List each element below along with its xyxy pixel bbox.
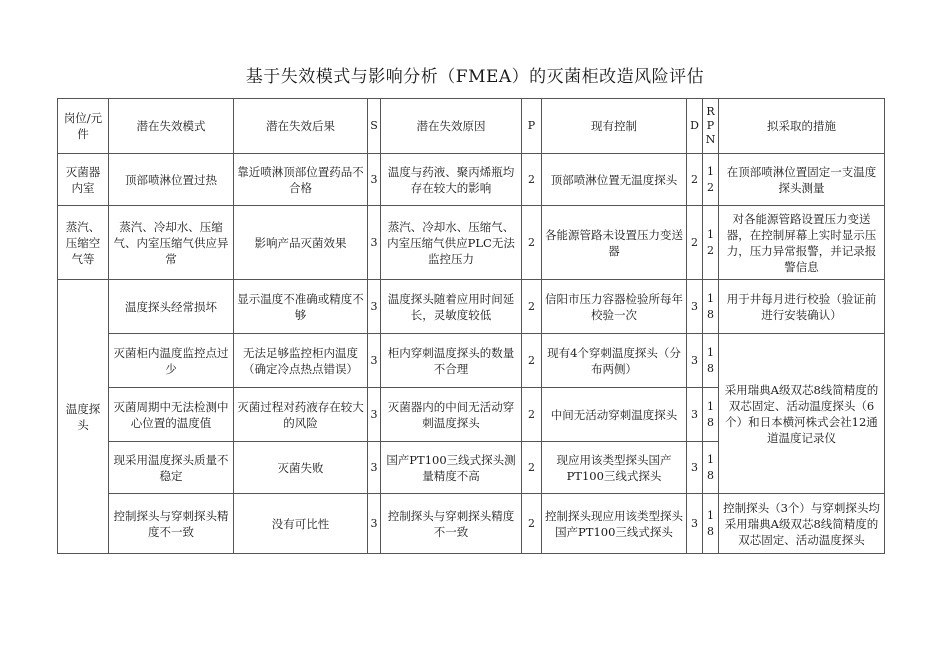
cell-p: 2 [522, 494, 542, 554]
cell-p: 2 [522, 442, 542, 494]
cell-cause: 蒸汽、冷却水、压缩气、内室压缩气供应PLC无法监控压力 [381, 206, 522, 280]
cell-cause: 柜内穿刺温度探头的数量不合理 [381, 334, 522, 388]
cell-mode: 灭菌柜内温度监控点过少 [109, 334, 234, 388]
cell-p: 2 [522, 388, 542, 442]
cell-cause: 温度探头随着应用时间延长，灵敏度较低 [381, 280, 522, 334]
cell-effect: 影响产品灭菌效果 [234, 206, 368, 280]
cell-post-temperature-probe: 温度探头 [58, 280, 109, 554]
table-row [58, 154, 885, 206]
cell-s: 3 [368, 334, 381, 388]
cell-action-shared: 采用瑞典A级双芯8线简精度的双芯固定、活动温度探头（6个）和日本横河株式会社12通道温度记录仪 [719, 334, 885, 494]
header-current-control: 现有控制 [542, 99, 687, 154]
header-failure-cause: 潜在失效原因 [381, 99, 522, 154]
cell-d: 3 [687, 442, 703, 494]
cell-p: 2 [522, 154, 542, 206]
cell-rpn: 1 8 [703, 442, 719, 494]
cell-rpn: 1 8 [703, 494, 719, 554]
cell-mode: 灭菌周期中无法检测中心位置的温度值 [109, 388, 234, 442]
cell-d: 3 [687, 280, 703, 334]
fmea-table [57, 98, 885, 554]
cell-mode: 温度探头经常损坏 [109, 280, 234, 334]
cell-s: 3 [368, 280, 381, 334]
cell-effect: 没有可比性 [234, 494, 368, 554]
cell-d: 2 [687, 206, 703, 280]
table-row [58, 280, 885, 334]
cell-control: 各能源管路未设置压力变送器 [542, 206, 687, 280]
cell-d: 3 [687, 334, 703, 388]
cell-s: 3 [368, 442, 381, 494]
cell-effect: 显示温度不准确或精度不够 [234, 280, 368, 334]
cell-control: 顶部喷淋位置无温度探头 [542, 154, 687, 206]
cell-post: 蒸汽、压缩空气等 [58, 206, 109, 280]
cell-p: 2 [522, 206, 542, 280]
cell-effect: 灭菌过程对药液存在较大的风险 [234, 388, 368, 442]
cell-s: 3 [368, 206, 381, 280]
cell-cause: 控制探头与穿刺探头精度不一致 [381, 494, 522, 554]
page-title: 基于失效模式与影响分析（FMEA）的灭菌柜改造风险评估 [245, 67, 705, 87]
cell-effect: 靠近喷淋顶部位置药品不合格 [234, 154, 368, 206]
cell-effect: 无法足够监控柜内温度（确定冷点热点错误） [234, 334, 368, 388]
cell-p: 2 [522, 334, 542, 388]
cell-action: 控制探头（3个）与穿刺探头均采用瑞典A级双芯8线简精度的双芯固定、活动温度探头 [719, 494, 885, 554]
cell-cause: 温度与药液、聚丙烯瓶均存在较大的影响 [381, 154, 522, 206]
header-probability: P [522, 99, 542, 154]
cell-s: 3 [368, 494, 381, 554]
header-post: 岗位/元件 [58, 99, 109, 154]
cell-d: 2 [687, 154, 703, 206]
table-row [58, 206, 885, 280]
header-rpn: R P N [703, 99, 719, 154]
cell-mode: 蒸汽、冷却水、压缩气、内室压缩气供应异常 [109, 206, 234, 280]
cell-cause: 国产PT100三线式探头测量精度不高 [381, 442, 522, 494]
cell-rpn: 1 8 [703, 334, 719, 388]
cell-control: 现应用该类型探头国产PT100三线式探头 [542, 442, 687, 494]
cell-mode: 控制探头与穿刺探头精度不一致 [109, 494, 234, 554]
header-failure-effect: 潜在失效后果 [234, 99, 368, 154]
cell-s: 3 [368, 154, 381, 206]
cell-rpn: 1 8 [703, 388, 719, 442]
cell-mode: 顶部喷淋位置过热 [109, 154, 234, 206]
cell-cause: 灭菌器内的中间无活动穿刺温度探头 [381, 388, 522, 442]
cell-rpn: 1 8 [703, 280, 719, 334]
cell-post: 灭菌器内室 [58, 154, 109, 206]
cell-action: 在顶部喷淋位置固定一支温度探头测量 [719, 154, 885, 206]
cell-effect: 灭菌失败 [234, 442, 368, 494]
header-failure-mode: 潜在失效模式 [109, 99, 234, 154]
header-detection: D [687, 99, 703, 154]
cell-control: 现有4个穿刺温度探头（分布两侧） [542, 334, 687, 388]
cell-d: 3 [687, 494, 703, 554]
cell-rpn: 1 2 [703, 154, 719, 206]
cell-rpn: 1 2 [703, 206, 719, 280]
cell-control: 信阳市压力容器检验所每年校验一次 [542, 280, 687, 334]
header-severity: S [368, 99, 381, 154]
table-row [58, 334, 885, 388]
cell-mode: 现采用温度探头质量不稳定 [109, 442, 234, 494]
table-row [58, 494, 885, 554]
cell-d: 3 [687, 388, 703, 442]
header-action: 拟采取的措施 [719, 99, 885, 154]
cell-s: 3 [368, 388, 381, 442]
header-row [58, 99, 885, 154]
cell-action: 对各能源管路设置压力变送器，在控制屏幕上实时显示压力，压力异常报警，并记录报警信息 [719, 206, 885, 280]
cell-control: 中间无活动穿刺温度探头 [542, 388, 687, 442]
cell-p: 2 [522, 280, 542, 334]
cell-action: 用于井每月进行校验（验证前进行安装确认） [719, 280, 885, 334]
cell-control: 控制探头现应用该类型探头国产PT100三线式探头 [542, 494, 687, 554]
